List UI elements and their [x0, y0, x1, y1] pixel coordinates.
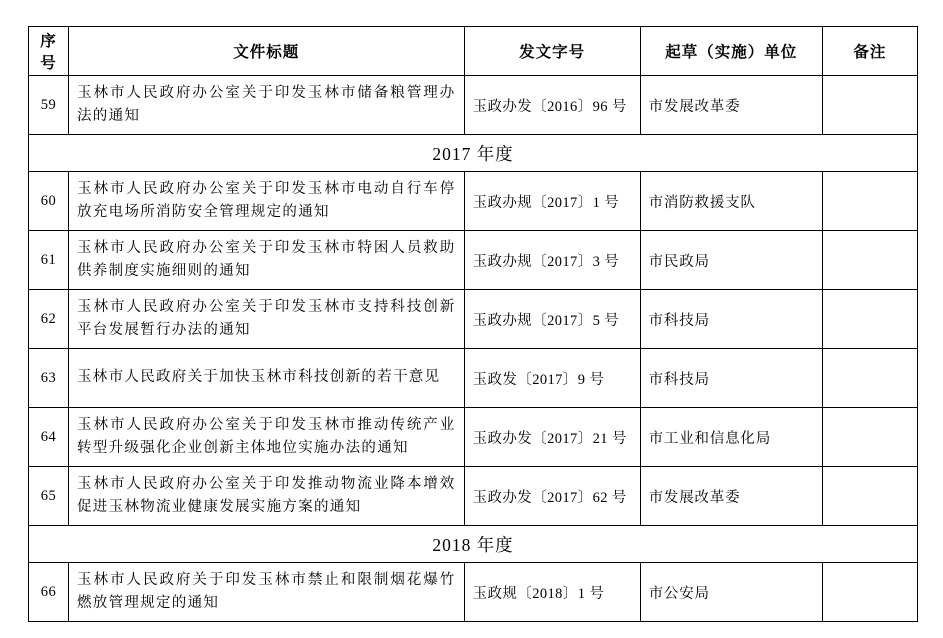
cell-document-title: 玉林市人民政府关于印发玉林市禁止和限制烟花爆竹燃放管理规定的通知 [69, 563, 465, 622]
table-row [29, 76, 918, 135]
cell-document-number: 玉政办规〔2017〕3 号 [464, 231, 640, 290]
cell-serial-number: 64 [29, 408, 69, 467]
cell-serial-number: 66 [29, 563, 69, 622]
cell-drafting-unit: 市科技局 [640, 290, 822, 349]
table-row [29, 563, 918, 622]
document-page [28, 26, 918, 622]
cell-remark [822, 231, 917, 290]
cell-document-number: 玉政办发〔2017〕21 号 [464, 408, 640, 467]
cell-document-number: 玉政发〔2017〕9 号 [464, 349, 640, 408]
column-header: 备注 [822, 27, 917, 76]
year-section-label: 2017 年度 [29, 135, 918, 172]
cell-document-title: 玉林市人民政府办公室关于印发玉林市支持科技创新平台发展暂行办法的通知 [69, 290, 465, 349]
year-section-label: 2018 年度 [29, 526, 918, 563]
table-row [29, 290, 918, 349]
cell-document-title: 玉林市人民政府办公室关于印发玉林市储备粮管理办法的通知 [69, 76, 465, 135]
cell-drafting-unit: 市工业和信息化局 [640, 408, 822, 467]
column-header: 发文字号 [464, 27, 640, 76]
cell-remark [822, 467, 917, 526]
cell-document-title: 玉林市人民政府办公室关于印发玉林市推动传统产业转型升级强化企业创新主体地位实施办法的通知 [69, 408, 465, 467]
cell-drafting-unit: 市消防救援支队 [640, 172, 822, 231]
document-table [28, 26, 918, 622]
cell-remark [822, 76, 917, 135]
cell-serial-number: 60 [29, 172, 69, 231]
cell-serial-number: 59 [29, 76, 69, 135]
cell-document-title: 玉林市人民政府办公室关于印发玉林市电动自行车停放充电场所消防安全管理规定的通知 [69, 172, 465, 231]
table-row [29, 467, 918, 526]
cell-remark [822, 290, 917, 349]
table-header [29, 27, 918, 76]
cell-serial-number: 62 [29, 290, 69, 349]
cell-document-number: 玉政办发〔2017〕62 号 [464, 467, 640, 526]
cell-document-number: 玉政规〔2018〕1 号 [464, 563, 640, 622]
cell-serial-number: 63 [29, 349, 69, 408]
cell-remark [822, 172, 917, 231]
cell-serial-number: 65 [29, 467, 69, 526]
cell-document-title: 玉林市人民政府办公室关于印发玉林市特困人员救助供养制度实施细则的通知 [69, 231, 465, 290]
year-section-row [29, 135, 918, 172]
cell-drafting-unit: 市发展改革委 [640, 76, 822, 135]
table-row [29, 231, 918, 290]
cell-remark [822, 349, 917, 408]
cell-drafting-unit: 市公安局 [640, 563, 822, 622]
table-body [29, 76, 918, 622]
cell-document-number: 玉政办规〔2017〕1 号 [464, 172, 640, 231]
table-row [29, 408, 918, 467]
cell-document-title: 玉林市人民政府关于加快玉林市科技创新的若干意见 [69, 349, 465, 408]
cell-document-number: 玉政办发〔2016〕96 号 [464, 76, 640, 135]
column-header: 起草（实施）单位 [640, 27, 822, 76]
cell-drafting-unit: 市民政局 [640, 231, 822, 290]
table-row [29, 349, 918, 408]
cell-remark [822, 563, 917, 622]
year-section-row [29, 526, 918, 563]
header-row [29, 27, 918, 76]
cell-drafting-unit: 市发展改革委 [640, 467, 822, 526]
cell-remark [822, 408, 917, 467]
column-header: 序号 [29, 27, 69, 76]
cell-serial-number: 61 [29, 231, 69, 290]
table-row [29, 172, 918, 231]
cell-drafting-unit: 市科技局 [640, 349, 822, 408]
column-header: 文件标题 [69, 27, 465, 76]
cell-document-number: 玉政办规〔2017〕5 号 [464, 290, 640, 349]
cell-document-title: 玉林市人民政府办公室关于印发推动物流业降本增效促进玉林物流业健康发展实施方案的通知 [69, 467, 465, 526]
